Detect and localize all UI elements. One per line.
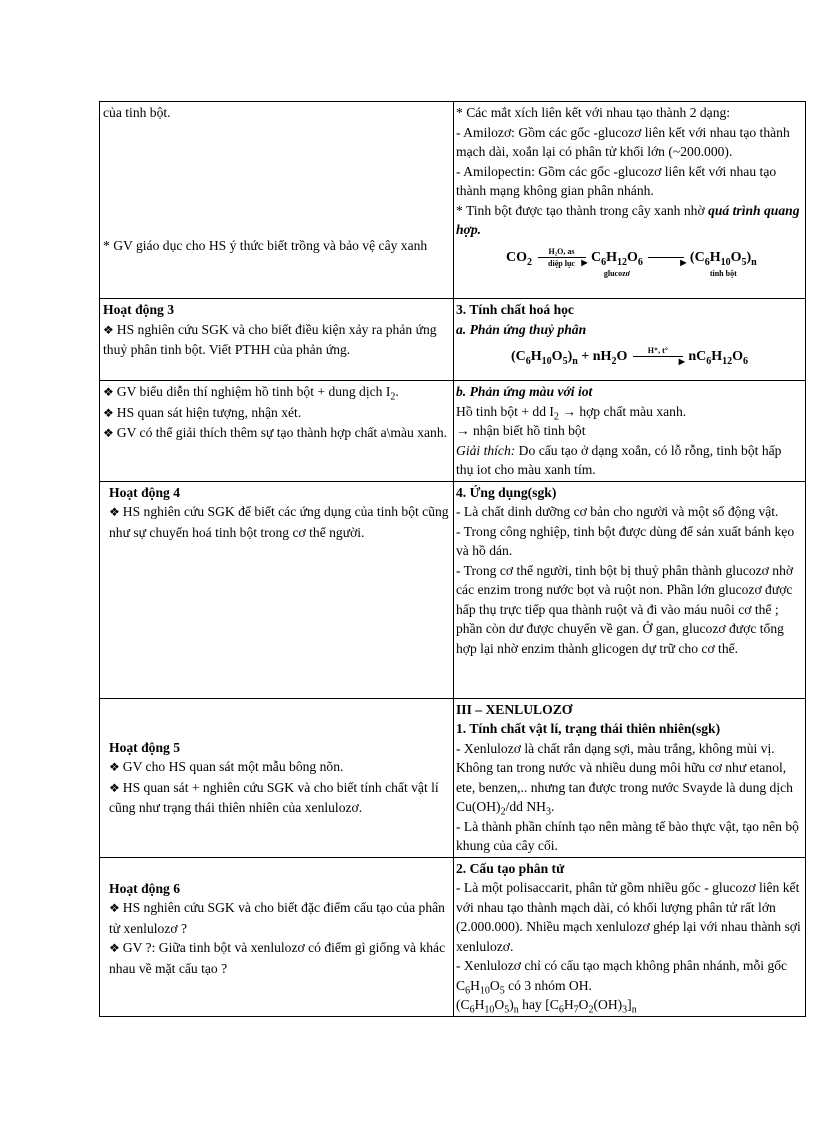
- diamond-bullet-icon: ❖: [103, 322, 114, 337]
- activity-heading: Hoạt động 6: [109, 880, 181, 896]
- section-heading: 4. Ứng dụng(sgk): [456, 484, 557, 500]
- right-cell: [454, 299, 806, 381]
- diamond-bullet-icon: ❖: [109, 941, 120, 955]
- reaction-arrow-icon: ▶: [633, 356, 683, 357]
- reaction-arrow-icon: ▶: [648, 257, 684, 258]
- text-line: - Trong cơ thể người, tinh bột bị thuỷ phân thành glucozơ nhờ các enzim trong nước bọt và ruột non. Phần lớn glucozơ được hấp thụ trực tiếp qua thành ruột và đi vào máu nuôi cơ thể ; phần còn dư được chuyển về gan. Ở gan, glucozơ được tổng hợp lại nhờ enzim thành glicogen dự trữ cho cơ thể.: [456, 562, 794, 656]
- diamond-bullet-icon: ❖: [103, 405, 114, 420]
- cellulose-formula: $(C_6H_{10}O_5)_n$ hay $[C_6H_7O_2(OH)_3]_n$: [456, 997, 637, 1016]
- text-line: - Amilopectin: Gồm các gốc -glucozơ liên kết với nhau tạo thành mạng không gian phân nhánh.: [456, 163, 777, 198]
- right-cell: [454, 857, 806, 1016]
- label-under: tinh bột: [709, 269, 737, 279]
- diamond-bullet-icon: ❖: [103, 385, 114, 399]
- row-activity-3: [100, 299, 806, 381]
- list-item: ❖ GV có thể giải thích thêm sự tạo thành hợp chất a\màu xanh.: [103, 425, 448, 440]
- left-cell: [100, 481, 454, 698]
- diamond-bullet-icon: ❖: [109, 901, 120, 915]
- list-item: ❖ GV ?: Giữa tinh bột và xenlulozơ có điểm gì giống và khác nhau về mặt cấu tạo ?: [109, 940, 446, 976]
- text-line: - Xenlulozơ chỉ có cấu tạo mạch không phân nhánh, mỗi gốc $C_6H_{10}O_5$ có 3 nhóm OH.: [456, 958, 788, 997]
- right-cell: [454, 381, 806, 482]
- section-heading: 3. Tính chất hoá học: [456, 302, 574, 317]
- left-cell: [100, 299, 454, 381]
- right-cell: [454, 698, 806, 857]
- text-line: - Amilozơ: Gồm các gốc -glucozơ liên kết với nhau tạo thành mạch dài, xoắn lại có phân tử khối lớn (~200.000).: [456, 124, 790, 159]
- diamond-bullet-icon: ❖: [109, 780, 120, 795]
- section-title: III – XENLULOZƠ: [456, 701, 573, 717]
- list-item: ❖ HS quan sát hiện tượng, nhận xét.: [103, 404, 302, 420]
- list-item: ❖ GV cho HS quan sát một mẫu bông nõn.: [109, 759, 344, 774]
- diamond-bullet-icon: ❖: [103, 426, 114, 440]
- diamond-bullet-icon: ❖: [109, 505, 120, 519]
- row-activity-4: [100, 481, 806, 698]
- text-line: * Các mắt xích liên kết với nhau tạo thành 2 dạng:: [456, 105, 731, 120]
- row-starch-structure: [100, 102, 806, 299]
- text-line: → nhận biết hồ tinh bột: [456, 423, 586, 438]
- activity-heading: Hoạt động 5: [109, 739, 181, 755]
- text-line: - Là chất dinh dưỡng cơ bản cho người và một số động vật.: [456, 504, 779, 519]
- diamond-bullet-icon: ❖: [109, 760, 120, 774]
- arrow-condition-bottom: diệp lục: [548, 258, 575, 268]
- section-heading: 2. Cấu tạo phân tử: [456, 860, 565, 876]
- text-line: Giải thích: Do cấu tạo ở dạng xoắn, có lỗ rỗng, tinh bột hấp thụ iot cho màu xanh tím.: [456, 442, 782, 477]
- list-item: ❖ HS nghiên cứu SGK và cho biết điều kiện xảy ra phản ứng thuỷ phân tinh bột. Viết PTHH của phản ứng.: [103, 321, 437, 357]
- left-cell: [100, 857, 454, 1016]
- label-under: glucozơ: [603, 269, 631, 279]
- text-line: của tinh bột.: [103, 105, 171, 120]
- reaction-arrow-icon: ▶: [538, 257, 586, 258]
- text-line: - Là thành phần chính tạo nên màng tế bào thực vật, tạo nên bộ khung của cây cối.: [456, 818, 799, 853]
- list-item: ❖ HS nghiên cứu SGK và cho biết đặc điểm cấu tạo của phân tử xenlulozơ ?: [109, 900, 445, 936]
- right-cell: [454, 102, 806, 299]
- explain-label: Giải thích:: [456, 442, 516, 458]
- text-line: Hồ tinh bột + dd $I_2$ → hợp chất màu xanh.: [456, 403, 687, 423]
- list-item: ❖ GV biểu diễn thí nghiệm hồ tinh bột + dung dịch $I_2$.: [103, 384, 399, 403]
- left-cell: [100, 381, 454, 482]
- row-activity-5: [100, 698, 806, 857]
- text-line: - Xenlulozơ là chất rắn dạng sợi, màu trắng, không mùi vị. Không tan trong nước và nhiều dung môi hữu cơ như etanol, ete, benzen,.. nhưng tan được trong nước Svayde là dung dịch $Cu(OH)_2/dd$ $NH_3$.: [456, 740, 793, 818]
- list-item: ❖ HS nghiên cứu SGK để biết các ứng dụng của tinh bột cũng như sự chuyển hoá tinh bột trong cơ thể người.: [109, 504, 449, 540]
- teacher-note: * GV giáo dục cho HS ý thức biết trồng và bảo vệ cây xanh: [103, 237, 428, 253]
- hydrolysis-equation: $(C_6H_{10}O_5)_n + nH_2O$ H⁺, t° ▶ $nC_6H_{12}O_6$: [511, 346, 749, 367]
- text-line: - Trong công nghiệp, tinh bột được dùng để sản xuất bánh kẹo và hồ dán.: [456, 523, 795, 558]
- lesson-table: [99, 101, 806, 1017]
- list-item: ❖ HS quan sát + nghiên cứu SGK và cho biết tính chất vật lí cũng như trạng thái thiên nhiên của xenlulozơ.: [109, 779, 439, 815]
- activity-heading: Hoạt động 3: [103, 302, 175, 317]
- row-activity-6: [100, 857, 806, 1016]
- arrow-condition-top: H⁺, t°: [647, 346, 668, 356]
- section-heading: 1. Tính chất vật lí, trạng thái thiên nhiên(sgk): [456, 721, 721, 736]
- text-line: - Là một polisaccarit, phân tử gồm nhiều gốc - glucozơ liên kết với nhau tạo thành mạch dài, có khối lượng phân tử rất lớn (2.000.000). Nhiều mạch xenlulozơ ghép lại với nhau thành sợi xenlulozơ.: [456, 880, 801, 954]
- activity-heading: Hoạt động 4: [109, 484, 181, 500]
- left-cell: [100, 102, 454, 299]
- sub-heading: b. Phản ứng màu với iot: [456, 384, 593, 399]
- left-cell: [100, 698, 454, 857]
- italic-tail: quá trình quang hợp.: [456, 202, 800, 237]
- row-iodine-test: [100, 381, 806, 482]
- arrow-condition-top: H₂O, as: [548, 246, 575, 256]
- right-cell: [454, 481, 806, 698]
- photosynthesis-equation: $CO_2$ H₂O, as ▶ diệp lục $C_6H_{12}O_6$ glucozơ ▶ $(C_6H_{10}O_5)_n$ tinh bột: [506, 246, 757, 279]
- text-line: * Tinh bột được tạo thành trong cây xanh nhờ quá trình quang hợp.: [456, 202, 800, 237]
- sub-heading: a. Phản ứng thuỷ phân: [456, 321, 587, 337]
